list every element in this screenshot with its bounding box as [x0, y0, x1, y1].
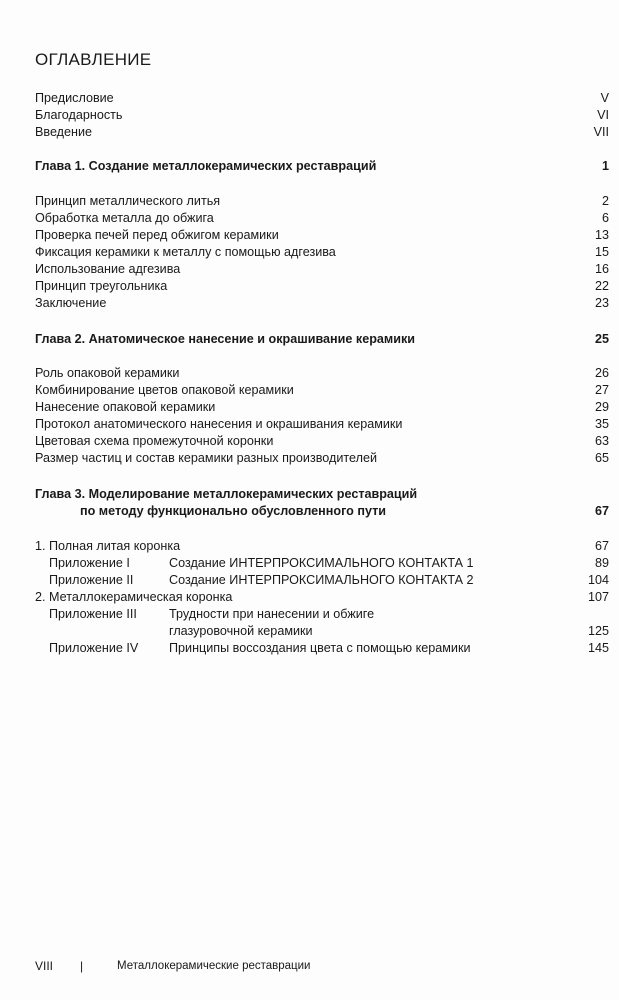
page-title: ОГЛАВЛЕНИЕ — [35, 50, 152, 69]
entry-title: Нанесение опаковой керамики — [35, 400, 216, 414]
entry-title: Создание ИНТЕРПРОКСИМАЛЬНОГО КОНТАКТА 2 — [169, 573, 474, 587]
entry-page: VI — [597, 108, 609, 122]
chapter-page: 1 — [601, 159, 609, 173]
entry-title: Принцип металлического литья — [35, 194, 221, 208]
entry-title: Принцип треугольника — [35, 279, 168, 293]
chapter-title: Глава 2. Анатомическое нанесение и окрашивание керамики — [35, 332, 416, 346]
entry-title: Введение — [35, 125, 93, 139]
entry-title: Цветовая схема промежуточной коронки — [35, 434, 274, 448]
entry-page: 22 — [594, 279, 609, 293]
entry-page: 65 — [594, 451, 609, 465]
entry-page: 13 — [594, 228, 609, 242]
appendix-label: Приложение III — [49, 607, 137, 621]
entry-page: 23 — [594, 296, 609, 310]
entry-page: VII — [593, 125, 609, 139]
entry-title: Роль опаковой керамики — [35, 366, 180, 380]
toc-appendix-entry — [35, 606, 609, 640]
entry-page: 89 — [594, 556, 609, 570]
entry-title: Обработка металла до обжига — [35, 211, 214, 225]
footer-book-title: Металлокерамические реставрации — [117, 960, 311, 972]
entry-title: Использование адгезива — [35, 262, 181, 276]
entry-page: 6 — [601, 211, 609, 225]
entry-title: Предисловие — [35, 91, 114, 105]
entry-page: 145 — [587, 641, 609, 655]
footer-page-number: VIII — [35, 959, 54, 973]
entry-page: 2 — [601, 194, 609, 208]
entry-title: Заключение — [35, 296, 107, 310]
chapter-page: 25 — [594, 332, 609, 346]
entry-page: 63 — [594, 434, 609, 448]
entry-page: 35 — [594, 417, 609, 431]
entry-title: Благодарность — [35, 108, 123, 122]
entry-title: Принципы воссоздания цвета с помощью керамики — [169, 641, 471, 655]
entry-title: Проверка печей перед обжигом керамики — [35, 228, 279, 242]
entry-title: Фиксация керамики к металлу с помощью адгезива — [35, 245, 336, 259]
entry-title: Протокол анатомического нанесения и окрашивания керамики — [35, 417, 403, 431]
entry-page: 15 — [594, 245, 609, 259]
entry-page: 67 — [594, 539, 609, 553]
entry-page: 125 — [587, 624, 609, 638]
entry-page: 27 — [594, 383, 609, 397]
appendix-label: Приложение IV — [49, 641, 139, 655]
entry-title: Комбинирование цветов опаковой керамики — [35, 383, 294, 397]
chapter-title: Глава 1. Создание металлокерамических реставраций — [35, 159, 377, 173]
entry-title: 2. Металлокерамическая коронка — [35, 590, 233, 604]
entry-title: Создание ИНТЕРПРОКСИМАЛЬНОГО КОНТАКТА 1 — [169, 556, 474, 570]
appendix-label: Приложение II — [49, 573, 134, 587]
chapter-page: 67 — [594, 504, 609, 518]
entry-title: Размер частиц и состав керамики разных производителей — [35, 451, 377, 465]
chapter-title-line2: по методу функционально обусловленного пути — [80, 504, 387, 518]
entry-title-line1: Трудности при нанесении и обжиге — [169, 607, 375, 621]
entry-page: 29 — [594, 400, 609, 414]
footer-separator: | — [80, 959, 84, 973]
entry-page: 26 — [594, 366, 609, 380]
appendix-label: Приложение I — [49, 556, 130, 570]
entry-title-line2: глазуровочной керамики — [169, 624, 313, 638]
entry-title: 1. Полная литая коронка — [35, 539, 181, 553]
entry-page: 107 — [587, 590, 609, 604]
entry-page: 16 — [594, 262, 609, 276]
entry-page: 104 — [587, 573, 609, 587]
chapter-3-heading — [35, 486, 609, 520]
chapter-title-line1: Глава 3. Моделирование металлокерамических реставраций — [35, 487, 418, 501]
entry-page: V — [600, 91, 609, 105]
